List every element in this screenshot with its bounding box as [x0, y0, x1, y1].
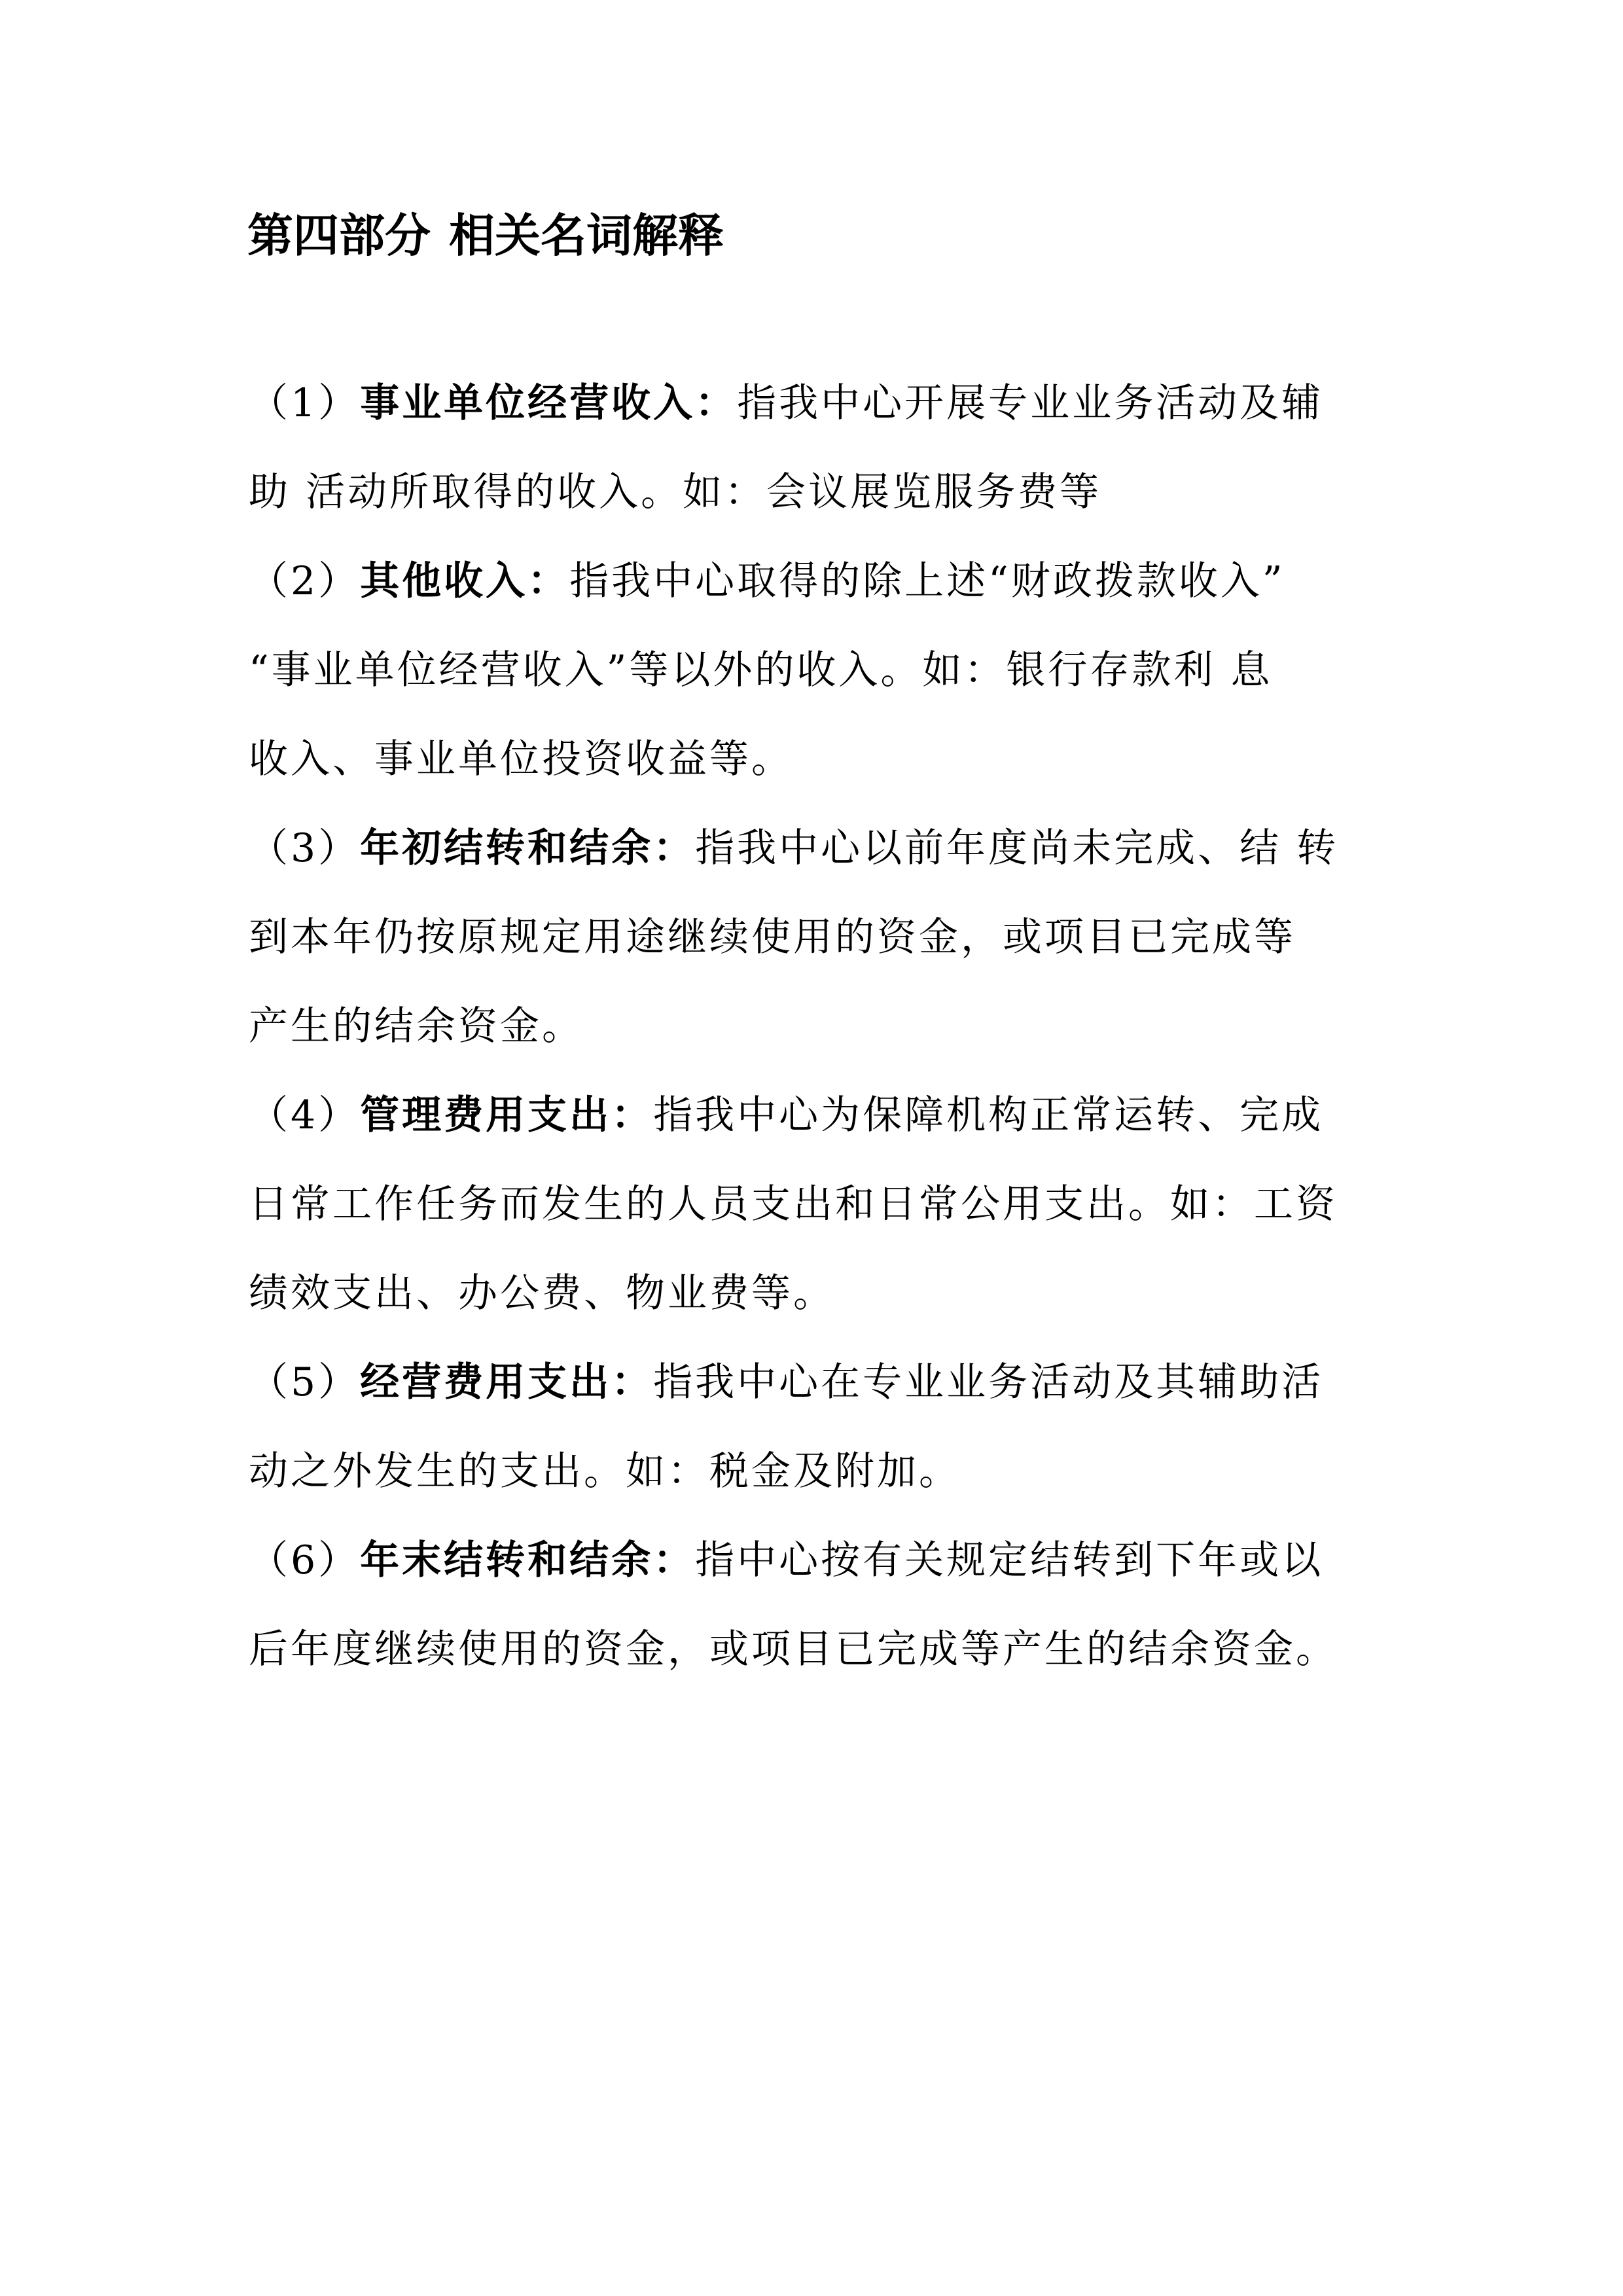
definition-term: 年初结转和结余： [360, 825, 696, 871]
definition-number: （3） [249, 825, 361, 871]
definition-number: （1） [249, 380, 361, 426]
definition-text: 指我中心开展专业业务活动及辅 [737, 380, 1324, 426]
definition-text: 指我中心在专业业务活动及其辅助活 [653, 1359, 1324, 1405]
definition-list [249, 359, 1387, 1694]
definition-term: 事业单位经营收入： [360, 380, 738, 426]
definition-term: 管理费用支出： [360, 1092, 654, 1138]
definition-term: 其他收入： [360, 558, 570, 604]
definition-number: （4） [249, 1092, 361, 1138]
definition-item-1 [249, 359, 1387, 537]
definition-text: 动之外发生的支出。如：税金及附加。 [249, 1448, 961, 1494]
definition-number: （6） [249, 1537, 361, 1583]
definition-text: 日常工作任务而发生的人员支出和日常公用支出。如：工资 [249, 1181, 1338, 1227]
definition-text: “事业单位经营收入”等以外的收入。如：银行存款利 息 [249, 647, 1273, 693]
definition-number: （5） [249, 1359, 361, 1405]
definition-text: 后年度继续使用的资金，或项目已完成等产生的结余资金。 [249, 1626, 1338, 1672]
definition-term: 经营费用支出： [360, 1359, 654, 1405]
definition-item-6 [249, 1516, 1387, 1694]
definition-text: 收入、事业单位投资收益等。 [249, 736, 793, 782]
title-part: 第四部分 [247, 209, 431, 262]
definition-text: 绩效支出、办公费、物业费等。 [249, 1270, 835, 1316]
definition-term: 年末结转和结余： [360, 1537, 696, 1583]
definition-text: 到本年仍按原规定用途继续使用的资金，或项目已完成等 [249, 914, 1296, 960]
page-title [247, 208, 724, 263]
definition-item-3 [249, 804, 1387, 1071]
definition-text: 助 活动所取得的收入。如：会议展览服务费等 [249, 469, 1102, 515]
definition-item-5 [249, 1338, 1387, 1516]
definition-item-4 [249, 1071, 1387, 1338]
definition-text: 指我中心取得的除上述“财政拨款收入” [569, 558, 1285, 604]
definition-text: 指我中心为保障机构正常运转、完成 [653, 1092, 1324, 1138]
definition-number: （2） [249, 558, 361, 604]
title-name: 相关名词解释 [449, 209, 724, 262]
definition-item-2 [249, 537, 1387, 804]
definition-text: 产生的结余资金。 [249, 1003, 584, 1049]
definition-text: 指中心按有关规定结转到下年或以 [695, 1537, 1324, 1583]
definition-text: 指我中心以前年度尚未完成、结 转 [695, 825, 1339, 871]
